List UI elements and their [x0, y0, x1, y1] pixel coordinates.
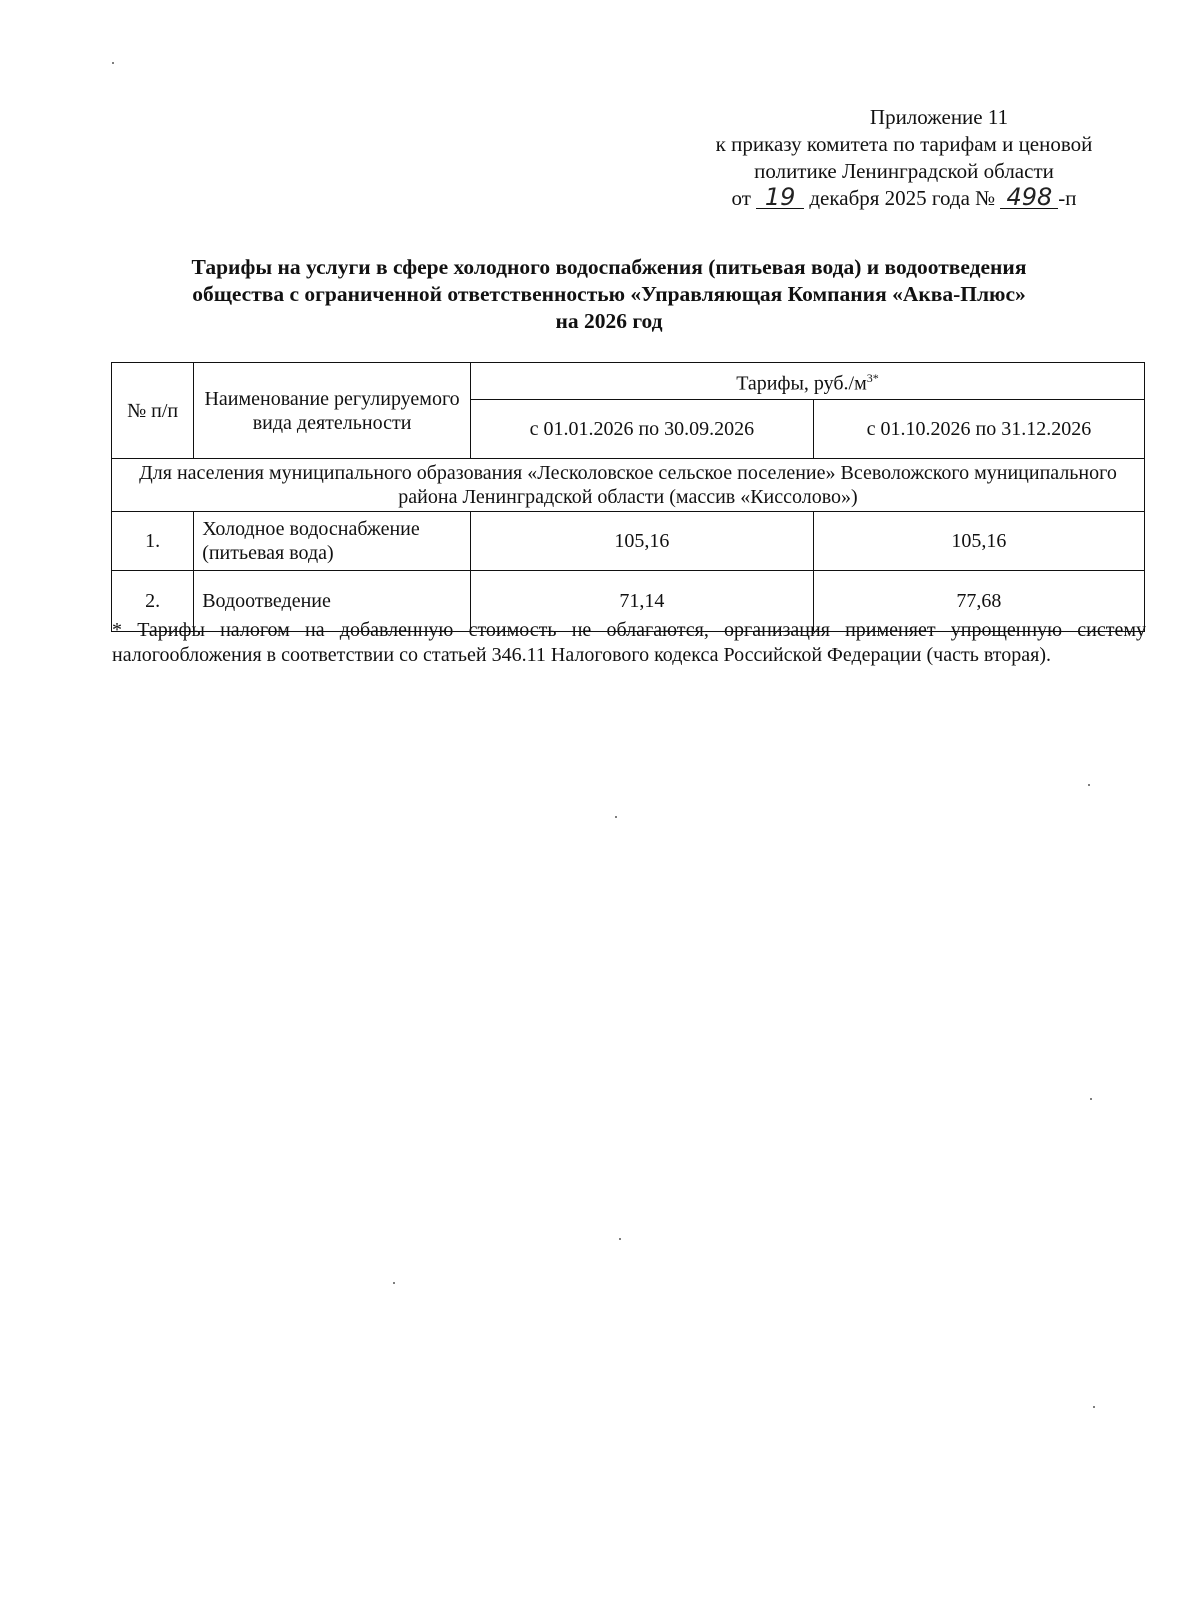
appendix-number: Приложение 11: [869, 105, 1009, 129]
row-activity: Холодное водоснабжение (питьевая вода): [194, 512, 471, 571]
scan-speck: [1088, 784, 1090, 786]
scan-speck: [1090, 1098, 1092, 1100]
table-group-row: [112, 459, 1145, 512]
appendix-header: [674, 104, 1134, 212]
scan-speck: [615, 816, 617, 818]
title-line-3: на 2026 год: [555, 309, 663, 333]
footnote: * Тарифы налогом на добавленную стоимость не облагаются, организация применяет упрощенную систему налогообложения в соответствии со статьей 346.11 Налогового кодекса Российской Федерации (часть вторая).: [112, 619, 1146, 666]
scan-speck: [112, 62, 114, 64]
scan-speck: [393, 1282, 395, 1284]
scan-speck: [1093, 1406, 1095, 1408]
title-line-1: Тарифы на услуги в сфере холодного водоспабжения (питьевая вода) и водоотведения: [191, 255, 1027, 279]
tariffs-table: [111, 362, 1145, 632]
date-suffix: -п: [1058, 186, 1077, 210]
header-tariffs-sup: 3*: [866, 371, 879, 386]
title-line-2: общества с ограниченной ответственностью «Управляющая Компания «Аква-Плюс»: [192, 282, 1026, 306]
row-num: 2.: [112, 571, 194, 632]
header-period-1: с 01.01.2026 по 30.09.2026: [470, 400, 813, 459]
row-tariff-period-1: 105,16: [470, 512, 813, 571]
row-tariff-period-1: 71,14: [470, 571, 813, 632]
table-header-row: [112, 363, 1145, 400]
header-period-2: с 01.10.2026 по 31.12.2026: [813, 400, 1144, 459]
row-tariff-period-2: 77,68: [813, 571, 1144, 632]
scan-speck: [619, 1238, 621, 1240]
date-prefix: от: [731, 186, 751, 210]
appendix-authority-line: политике Ленинградской области: [754, 159, 1054, 183]
table-row: [112, 512, 1145, 571]
row-num: 1.: [112, 512, 194, 571]
handwritten-day: 19: [756, 186, 804, 209]
row-tariff-period-2: 105,16: [813, 512, 1144, 571]
header-num: № п/п: [112, 363, 194, 459]
group-label: Для населения муниципального образования «Лесколовское сельское поселение» Всеволожского муниципального района Ленинградской области (массив «Киссолово»): [112, 459, 1145, 512]
header-tariffs: [470, 363, 1144, 400]
header-activity: Наименование регулируемого вида деятельности: [194, 363, 471, 459]
date-middle: декабря 2025 года №: [809, 186, 996, 210]
handwritten-order-number: 498: [1000, 186, 1058, 209]
row-activity: Водоотведение: [194, 571, 471, 632]
header-tariffs-label: Тарифы, руб./м: [736, 372, 867, 395]
document-title: [112, 254, 1106, 335]
appendix-order-line: к приказу комитета по тарифам и ценовой: [715, 132, 1093, 156]
appendix-date-line: [674, 185, 1134, 212]
